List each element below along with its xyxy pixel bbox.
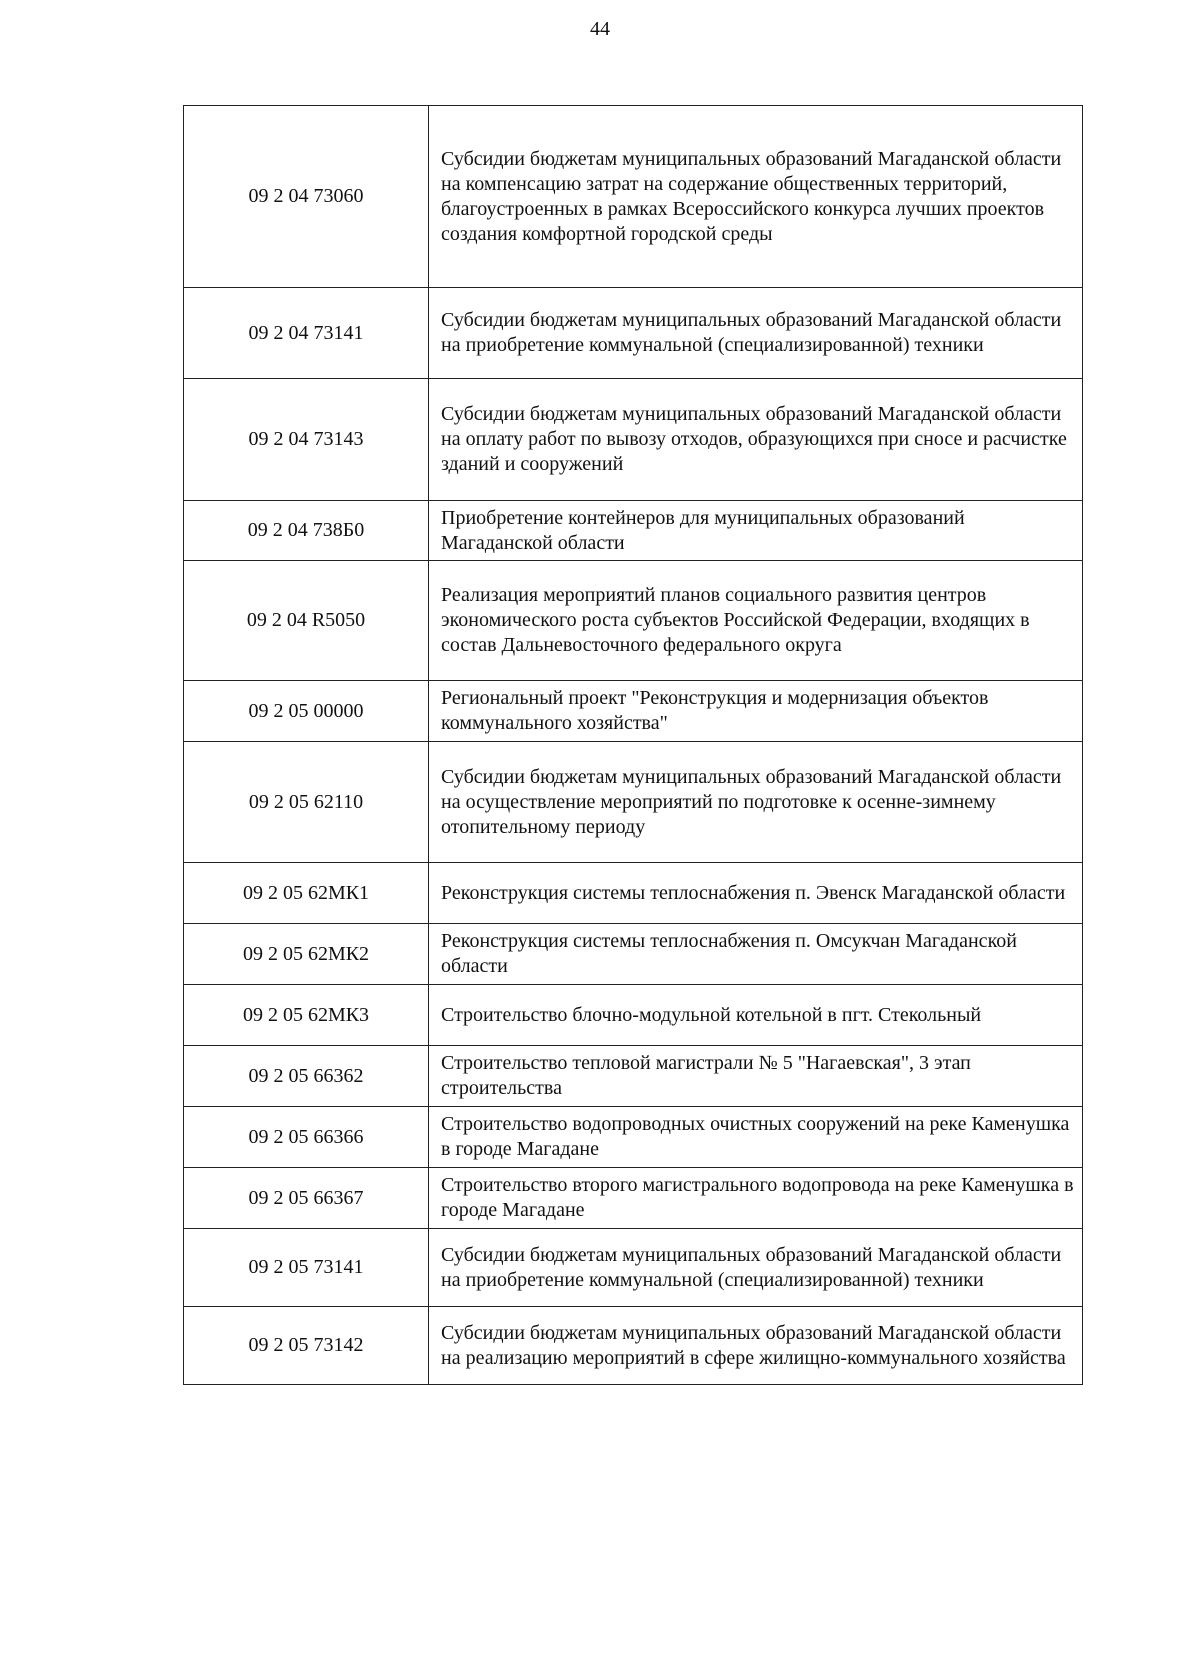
description-cell: Субсидии бюджетам муниципальных образований Магаданской области на осуществление мероприятий по подготовке к осенне-зимнему отопительному периоду bbox=[429, 742, 1083, 863]
description-cell: Реконструкция системы теплоснабжения п. Эвенск Магаданской области bbox=[429, 863, 1083, 924]
table-row bbox=[184, 1168, 1083, 1229]
description-cell: Субсидии бюджетам муниципальных образований Магаданской области на оплату работ по вывозу отходов, образующихся при сносе и расчистке зданий и сооружений bbox=[429, 379, 1083, 501]
description-cell: Реконструкция системы теплоснабжения п. Омсукчан Магаданской области bbox=[429, 924, 1083, 985]
table-row bbox=[184, 924, 1083, 985]
code-cell: 09 2 05 66362 bbox=[184, 1046, 429, 1107]
code-cell: 09 2 05 66366 bbox=[184, 1107, 429, 1168]
table-row bbox=[184, 1107, 1083, 1168]
description-cell: Субсидии бюджетам муниципальных образований Магаданской области на приобретение коммунальной (специализированной) техники bbox=[429, 288, 1083, 379]
description-cell: Приобретение контейнеров для муниципальных образований Магаданской области bbox=[429, 501, 1083, 561]
description-cell: Строительство тепловой магистрали № 5 "Нагаевская", 3 этап строительства bbox=[429, 1046, 1083, 1107]
code-cell: 09 2 05 73142 bbox=[184, 1307, 429, 1385]
description-cell: Субсидии бюджетам муниципальных образований Магаданской области на приобретение коммунальной (специализированной) техники bbox=[429, 1229, 1083, 1307]
table-row bbox=[184, 681, 1083, 742]
description-cell: Строительство блочно-модульной котельной в пгт. Стекольный bbox=[429, 985, 1083, 1046]
page-number: 44 bbox=[590, 18, 610, 40]
description-cell: Реализация мероприятий планов социального развития центров экономического роста субъектов Российской Федерации, входящих в состав Дальневосточного федерального округа bbox=[429, 561, 1083, 681]
table-row bbox=[184, 501, 1083, 561]
description-cell: Региональный проект "Реконструкция и модернизация объектов коммунального хозяйства" bbox=[429, 681, 1083, 742]
code-cell: 09 2 05 62МК1 bbox=[184, 863, 429, 924]
description-cell: Субсидии бюджетам муниципальных образований Магаданской области на компенсацию затрат на содержание общественных территорий, благоустроенных в рамках Всероссийского конкурса лучших проектов создания комфортной городской среды bbox=[429, 106, 1083, 288]
code-cell: 09 2 05 00000 bbox=[184, 681, 429, 742]
code-cell: 09 2 04 738Б0 bbox=[184, 501, 429, 561]
code-cell: 09 2 04 73143 bbox=[184, 379, 429, 501]
table-row bbox=[184, 1046, 1083, 1107]
table-row bbox=[184, 1229, 1083, 1307]
code-cell: 09 2 05 62МК2 bbox=[184, 924, 429, 985]
budget-code-table bbox=[183, 105, 1083, 1385]
table-row bbox=[184, 985, 1083, 1046]
code-cell: 09 2 05 62110 bbox=[184, 742, 429, 863]
table-row bbox=[184, 106, 1083, 288]
description-cell: Субсидии бюджетам муниципальных образований Магаданской области на реализацию мероприятий в сфере жилищно-коммунального хозяйства bbox=[429, 1307, 1083, 1385]
code-cell: 09 2 05 62МК3 bbox=[184, 985, 429, 1046]
code-cell: 09 2 05 66367 bbox=[184, 1168, 429, 1229]
table-row bbox=[184, 561, 1083, 681]
table-row bbox=[184, 288, 1083, 379]
code-cell: 09 2 05 73141 bbox=[184, 1229, 429, 1307]
description-cell: Строительство второго магистрального водопровода на реке Каменушка в городе Магадане bbox=[429, 1168, 1083, 1229]
code-cell: 09 2 04 73141 bbox=[184, 288, 429, 379]
table-row bbox=[184, 863, 1083, 924]
table-row bbox=[184, 379, 1083, 501]
table-row bbox=[184, 1307, 1083, 1385]
code-cell: 09 2 04 73060 bbox=[184, 106, 429, 288]
description-cell: Строительство водопроводных очистных сооружений на реке Каменушка в городе Магадане bbox=[429, 1107, 1083, 1168]
table-row bbox=[184, 742, 1083, 863]
code-cell: 09 2 04 R5050 bbox=[184, 561, 429, 681]
